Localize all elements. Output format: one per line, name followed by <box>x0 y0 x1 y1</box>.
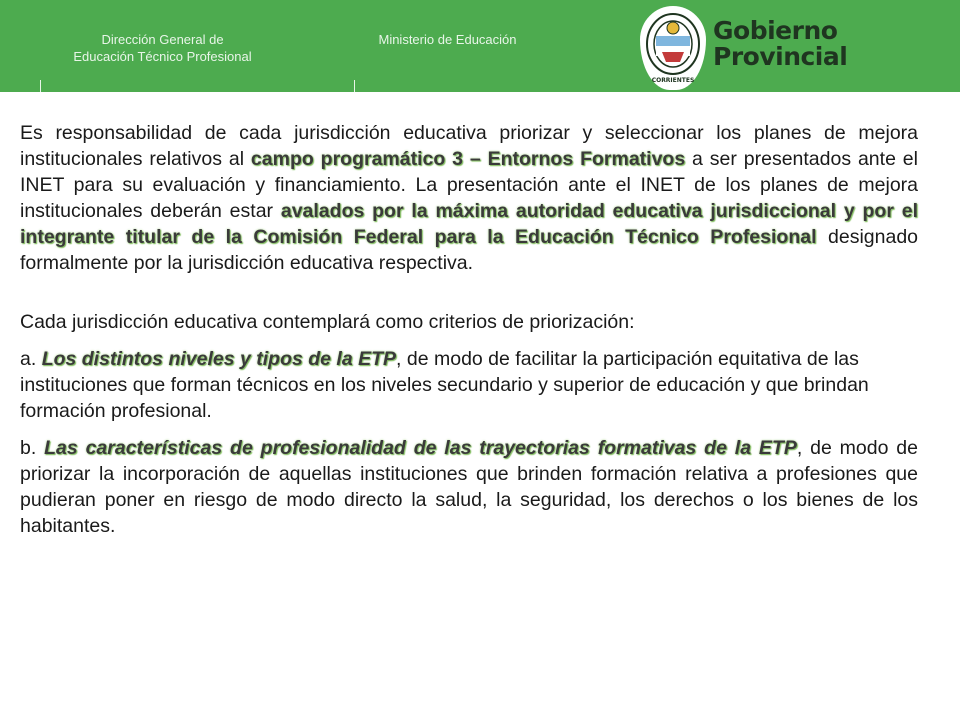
criterion-a-text: , de modo de facilitar la participación equitativa de las instituciones que forman técnicos en los niveles secundario y superior de educación y que brindan formación profesional. <box>20 348 869 422</box>
header-bar <box>0 0 960 92</box>
header-directorate <box>30 31 295 65</box>
text-run: designado formalmente por la jurisdicción educativa respectiva. <box>20 226 919 274</box>
criterion-b-text: , de modo de priorizar la incorporación de aquellas instituciones que brinden formación relativa a profesiones que pudieran poner en riesgo de modo directo la salud, la seguridad, los derechos o los bienes de los habitantes. <box>20 437 918 537</box>
header-ministry: Ministerio de Educación <box>378 32 517 47</box>
criterion-b-title: Las características de profesionalidad de las trayectorias formativas de la ETP <box>44 437 797 459</box>
criterion-b <box>20 435 918 539</box>
slide-body <box>20 120 918 539</box>
criterion-a <box>20 346 918 424</box>
highlight-avalados: avalados por la máxima autoridad educativa jurisdiccional y por el integrante titular de la Comisión Federal para la Educación Técnico Profesional <box>20 200 919 248</box>
header-divider-tick <box>354 80 355 92</box>
header-directorate-line1: Dirección General de <box>101 32 224 47</box>
corrientes-seal-logo <box>640 6 706 90</box>
criterion-a-prefix: a. <box>20 348 42 370</box>
header-divider-tick <box>40 80 41 92</box>
text-run: Es responsabilidad de cada jurisdicción educativa priorizar y seleccionar los planes de mejora institucionales relativos al <box>20 122 918 170</box>
text-run: a ser presentados ante el INET para su evaluación y financiamiento. La presentación ante el INET de los planes de mejora institucionales deberán estar <box>20 148 918 222</box>
seal-icon <box>640 6 706 90</box>
logo-word-gobierno: Gobierno <box>713 16 838 45</box>
paragraph-responsibility <box>20 120 918 276</box>
logo-word-provincial: Provincial <box>713 42 848 71</box>
criterion-a-title: Los distintos niveles y tipos de la ETP <box>41 348 397 370</box>
criterion-b-prefix: b. <box>20 437 45 459</box>
paragraph-criteria-intro: Cada jurisdicción educativa contemplará como criterios de priorización: <box>20 311 635 333</box>
highlight-campo-programatico: campo programático 3 – Entornos Formativos <box>250 148 686 170</box>
header-directorate-line2: Educación Técnico Profesional <box>73 49 252 64</box>
gobierno-provincial-logo <box>713 18 883 70</box>
seal-text: CORRIENTES <box>651 77 695 84</box>
